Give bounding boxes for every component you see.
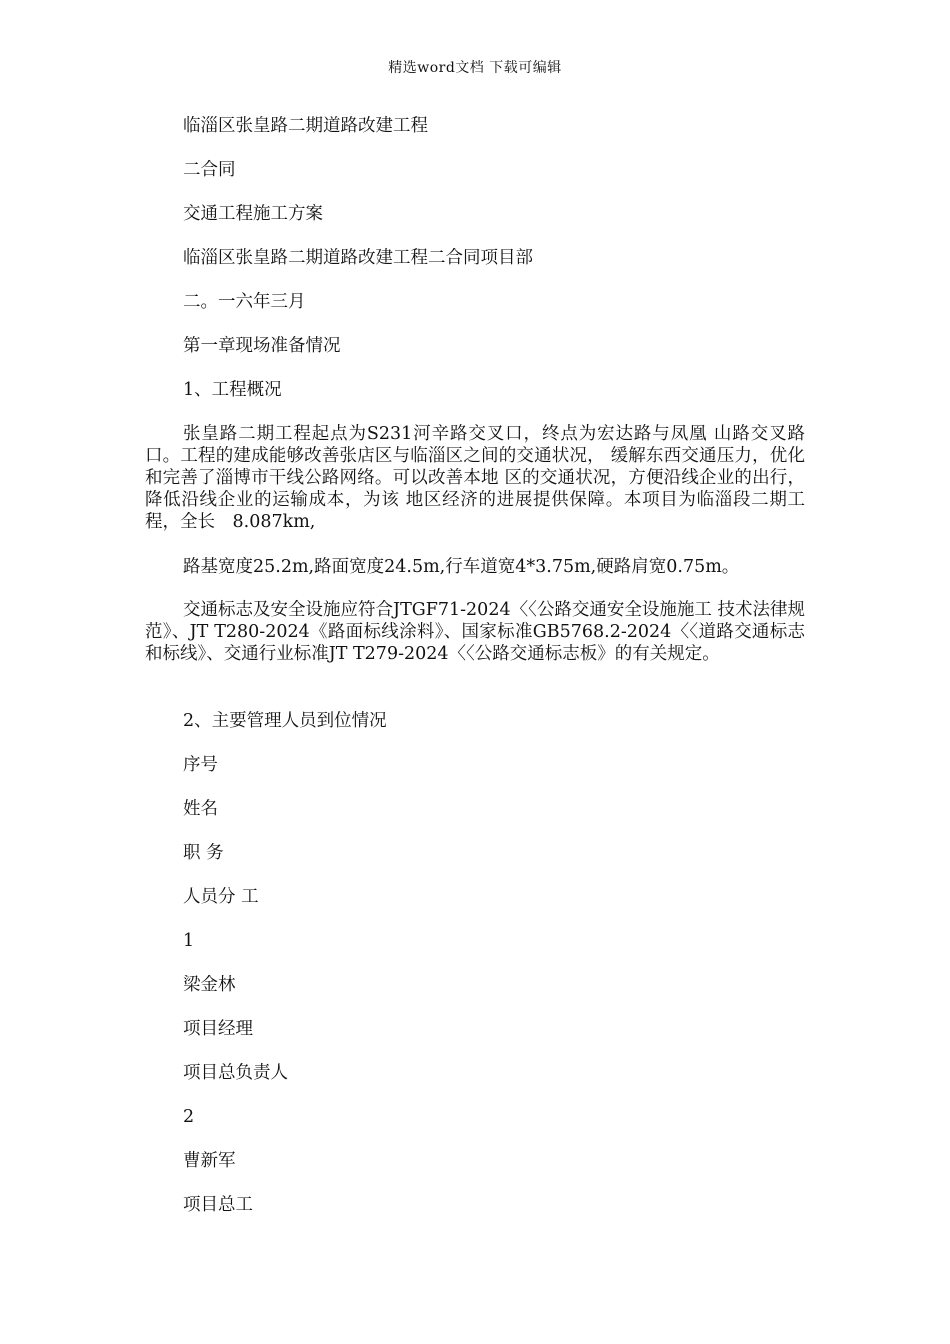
table-cell: 2 — [183, 1107, 195, 1127]
standards-paragraph: 交通标志及安全设施应符合JTGF71-2024〈〈公路交通安全设施施工 技术法律规范》、JT T280-2024《路面标线涂料》、国家标准GB5768.2-2024〈〈道路交通标志和标线》、交通行业标准JT T279-2024〈〈公路交通标志板》的有关规定。 — [145, 600, 805, 664]
table-cell: 项目总工 — [183, 1195, 253, 1215]
document-date: 二。一六年三月 — [183, 292, 306, 312]
width-paragraph: 路基宽度25.2m,路面宽度24.5m,行车道宽4*3.75m,硬路肩宽0.75m。 — [183, 557, 740, 577]
page-header: 精选word文档 下载可编辑 — [388, 60, 562, 76]
contract-number: 二合同 — [183, 160, 236, 180]
section-heading-overview: 1、工程概况 — [183, 380, 282, 400]
overview-paragraph: 张皇路二期工程起点为S231河辛路交叉口，终点为宏达路与凤凰 山路交叉路口。工程的建成能够改善张店区与临淄区之间的交通状况， 缓解东西交通压力，优化和完善了淄博市干线公路网络。可以改善本地 区的交通状况，方便沿线企业的出行，降低沿线企业的运输成本，为该 地区经济的进展提供保障。本项目为临淄段二期工程，全长 8.087km, — [145, 424, 805, 532]
document-title: 交通工程施工方案 — [183, 204, 323, 224]
table-cell: 1 — [183, 931, 195, 951]
table-cell: 姓名 — [183, 799, 218, 819]
table-cell: 梁金林 — [183, 975, 236, 995]
table-cell: 曹新军 — [183, 1151, 236, 1171]
table-cell: 序号 — [183, 755, 218, 775]
table-cell: 职 务 — [183, 843, 224, 863]
section-heading-personnel: 2、主要管理人员到位情况 — [183, 711, 387, 731]
table-cell: 项目经理 — [183, 1019, 253, 1039]
project-department: 临淄区张皇路二期道路改建工程二合同项目部 — [183, 248, 533, 268]
chapter-heading: 第一章现场准备情况 — [183, 336, 341, 356]
project-title: 临淄区张皇路二期道路改建工程 — [183, 116, 428, 136]
table-cell: 项目总负责人 — [183, 1063, 288, 1083]
table-cell: 人员分 工 — [183, 887, 259, 907]
